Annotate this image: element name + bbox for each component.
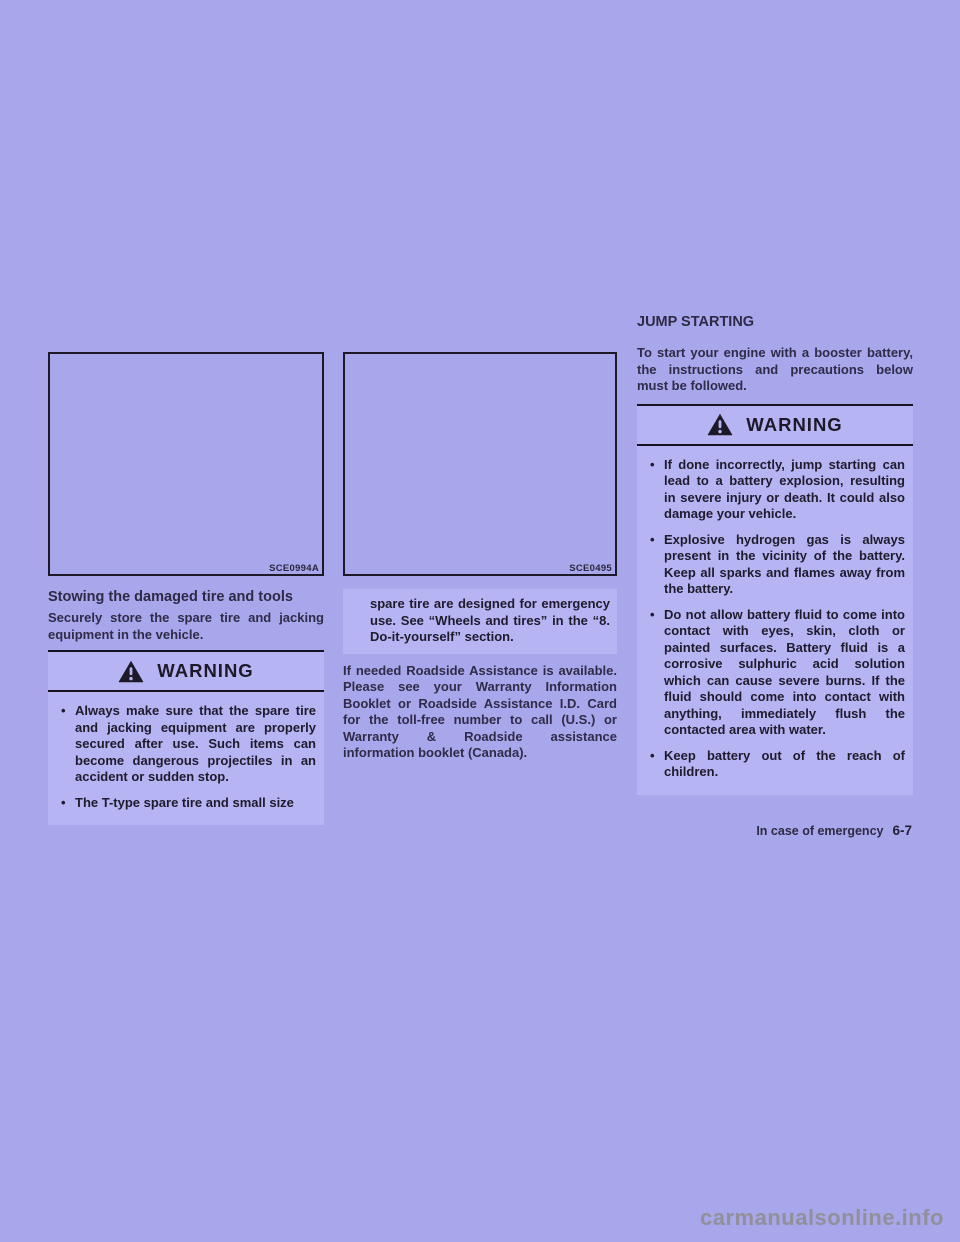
warning-triangle-icon xyxy=(707,413,733,436)
figure-stowing-tire-image xyxy=(48,352,324,576)
roadside-assistance-paragraph: If needed Roadside Assistance is available. Please see your Warranty Information Booklet or Roadside Assistance I.D. Card for the toll-free number to call (U.S.) or Warranty & Roadside assistance information booklet (Canada). xyxy=(343,662,617,760)
warning-bullet: • Do not allow battery fluid to come into contact with eyes, skin, cloth or painted surfaces. Battery fluid is a corrosive sulphuric acid solution which can cause severe burns. If the fluid should come into contact with anything, immediately flush the contacted area with water. xyxy=(649,607,905,739)
page-footer xyxy=(756,823,912,838)
warning-bullet: • Keep battery out of the reach of children. xyxy=(649,748,905,781)
warning-bullet: • Always make sure that the spare tire and jacking equipment are properly secured after use. Such items can become dangerous projectiles in an accident or sudden stop. xyxy=(60,703,316,786)
section-heading-jump-starting: JUMP STARTING xyxy=(637,314,755,330)
middle-column xyxy=(343,352,617,762)
stowing-paragraph: Securely store the spare tire and jacking equipment in the vehicle. xyxy=(48,610,324,642)
warning-box-continuation: spare tire are designed for emergency use. See “Wheels and tires” in the “8. Do-it-yourself” section. xyxy=(343,589,617,654)
right-column xyxy=(637,313,913,795)
figure-caption: SCE0994A xyxy=(269,563,319,574)
section-heading-stowing: Stowing the damaged tire and tools xyxy=(48,589,293,605)
footer-page-number: 6-7 xyxy=(892,823,912,838)
warning-box-stowing xyxy=(48,650,324,825)
left-column xyxy=(48,352,324,825)
warning-bullet: • The T-type spare tire and small size xyxy=(60,795,316,812)
footer-section-title: In case of emergency xyxy=(756,824,884,838)
watermark-link[interactable]: carmanualsonline.info xyxy=(700,1205,944,1230)
warning-header xyxy=(48,650,324,692)
warning-title: WARNING xyxy=(746,413,843,435)
warning-bullet: • Explosive hydrogen gas is always present in the vicinity of the battery. Keep all sparks and flames away from the battery. xyxy=(649,532,905,598)
warning-bullet-list xyxy=(60,703,316,811)
figure-caption: SCE0495 xyxy=(569,563,612,574)
figure-spare-tire-image xyxy=(343,352,617,576)
jump-starting-paragraph: To start your engine with a booster battery, the instructions and precautions below must be followed. xyxy=(637,345,913,393)
warning-box-jump-starting xyxy=(637,404,913,795)
warning-header xyxy=(637,404,913,446)
warning-body xyxy=(48,692,324,825)
warning-title: WARNING xyxy=(157,660,254,681)
warning-triangle-icon xyxy=(118,660,144,683)
warning-bullet: • If done incorrectly, jump starting can lead to a battery explosion, resulting in severe injury or death. It could also damage your vehicle. xyxy=(649,457,905,523)
warning-body xyxy=(637,446,913,795)
warning-bullet-list xyxy=(649,457,905,781)
